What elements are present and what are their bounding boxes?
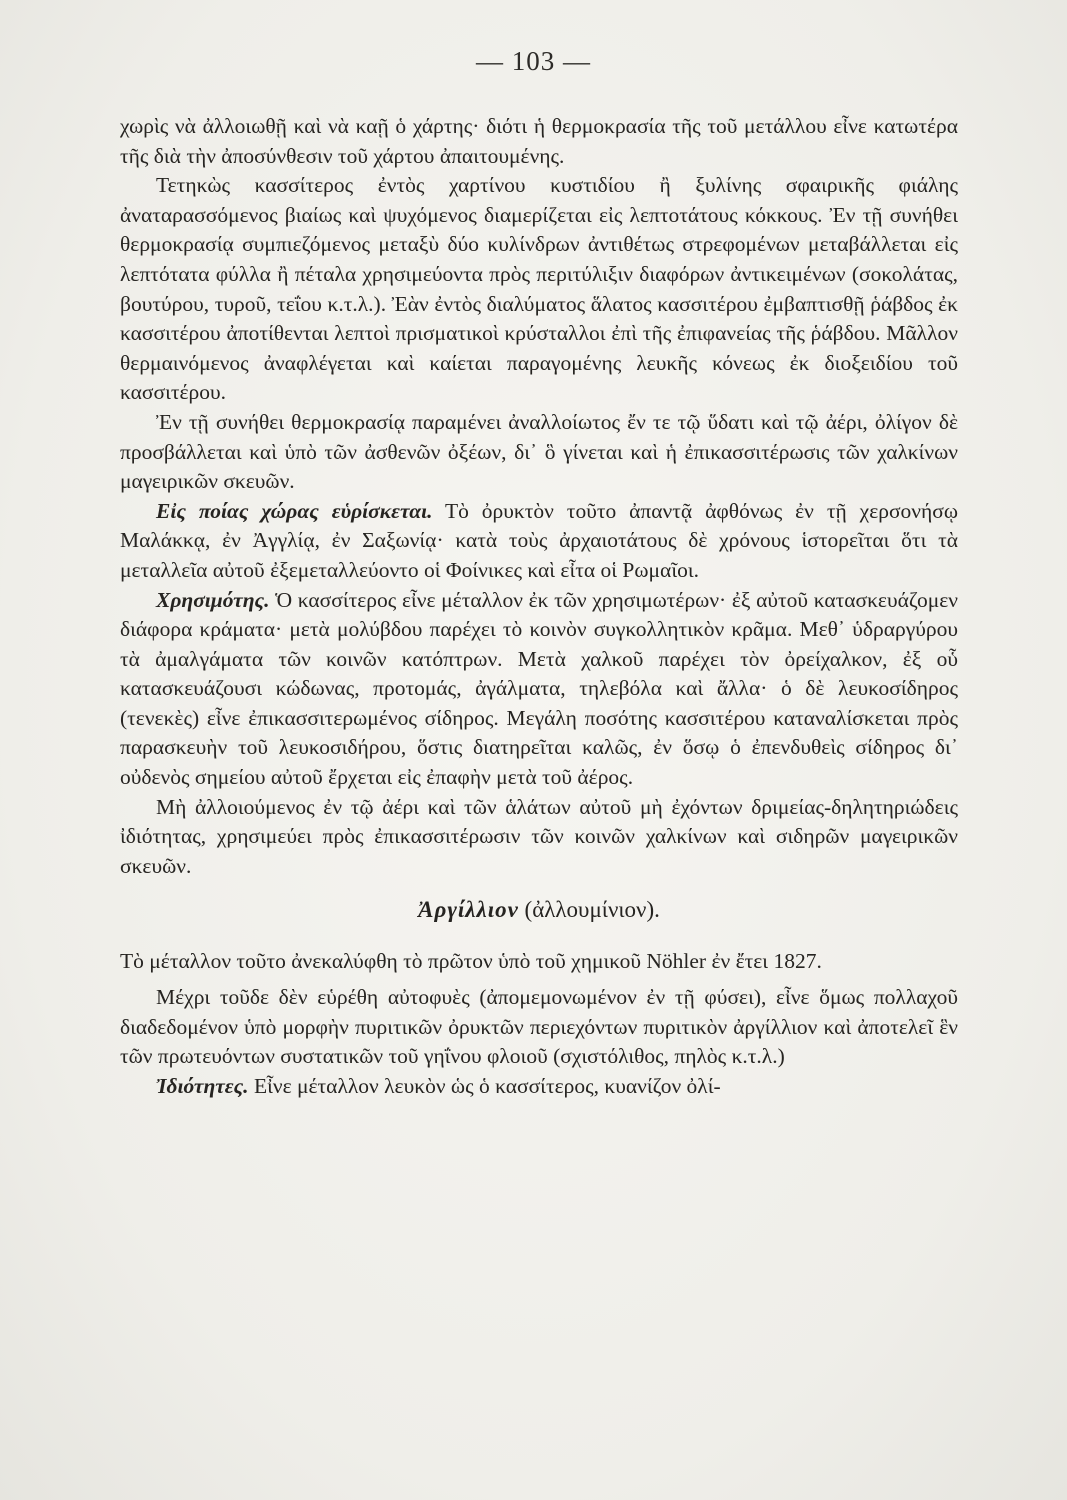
paragraph-discovery: Τὸ μέταλλον τοῦτο ἀνεκαλύφθη τὸ πρῶτον ὑπὸ τοῦ χημικοῦ Nöhler ἐν ἔτει 1827. (120, 949, 822, 974)
run-in-heading-occurrence: Εἰς ποίας χώρας εὑρίσκεται. (156, 498, 433, 523)
run-in-heading-properties: Ἰδιότητες. (156, 1073, 249, 1098)
paragraph-tin-stability: Ἐν τῇ συνήθει θερμοκρασίᾳ παραμένει ἀναλλοίωτος ἔν τε τῷ ὕδατι καὶ τῷ ἀέρι, ὀλίγον δὲ προσβάλλεται καὶ ὑπὸ τῶν ἀσθενῶν ὀξέων, δι᾽ ὃ γίνεται καὶ ἡ ἐπικασσιτέρωσις τῶν χαλκίνων μαγειρικῶν σκευῶν. (120, 409, 958, 494)
paragraph-occurrence (120, 497, 958, 586)
section-heading (120, 893, 958, 927)
paragraph-occurrence-text: Τὸ ὀρυκτὸν τοῦτο ἀπαντᾷ ἀφθόνως ἐν τῇ χερσονήσῳ Μαλάκκᾳ, ἐν Ἀγγλίᾳ, ἐν Σαξωνίᾳ· κατὰ τοὺς ἀρχαιοτάτους δὲ χρόνους ἱστορεῖται ὅτι τὰ μεταλλεῖα αὐτοῦ ἐξεμεταλλεύοντο οἱ Φοίνικες καὶ εἶτα οἱ Ρωμαῖοι. (120, 498, 958, 582)
paragraph-usefulness (120, 586, 958, 793)
body-text (120, 112, 958, 1101)
paragraph-tinning: Μὴ ἀλλοιούμενος ἐν τῷ ἀέρι καὶ τῶν ἁλάτων αὐτοῦ μὴ ἐχόντων δριμείας-δηλητηριώδεις ἰδιότητας, χρησιμεύει πρὸς ἐπικασσιτέρωσιν τῶν κοινῶν χαλκίνων καὶ σιδηρῶν μαγειρικῶν σκευῶν. (120, 794, 958, 878)
page-number: — 103 — (476, 46, 591, 76)
paragraph-tin-melting: Τετηκὼς κασσίτερος ἐντὸς χαρτίνου κυστιδίου ἢ ξυλίνης σφαιρικῆς φιάλης ἀναταρασσόμενος βιαίως καὶ ψυχόμενος διαμερίζεται εἰς λεπτοτάτους κόκκους. Ἐν τῇ συνήθει θερμοκρασίᾳ συμπιεζόμενος μεταξὺ δύο κυλίνδρων ἀντιθέτως στρεφομένων μεταβάλλεται εἰς λεπτότατα φύλλα ἢ πέταλα χρησιμεύοντα πρὸς περιτύλιξιν διαφόρων ἀντικειμένων (σοκολάτας, βουτύρου, τυροῦ, τεΐου κ.τ.λ.). Ἐὰν ἐντὸς διαλύματος ἅλατος κασσιτέρου ἐμβαπτισθῇ ῥάβδος ἐκ κασσιτέρου ἀποτίθενται λεπτοὶ πρισματικοὶ κρύσταλλοι ἐπὶ τῆς ἐπιφανείας τῆς ῥάβδου. Μᾶλλον θερμαινόμενος ἀναφλέγεται καὶ καίεται παραγομένης λευκῆς κόνεως ἐκ διοξειδίου τοῦ κασσιτέρου. (120, 173, 958, 405)
paragraph-properties (120, 1072, 958, 1102)
paragraph-continuation: χωρὶς νὰ ἀλλοιωθῇ καὶ νὰ καῇ ὁ χάρτης· διότι ἡ θερμοκρασία τῆς τοῦ μετάλλου εἶνε κατωτέρα τῆς διὰ τὴν ἀποσύνθεσιν τοῦ χάρτου ἀπαιτουμένης. (120, 114, 958, 168)
paragraph-aluminium-occurrence: Μέχρι τοῦδε δὲν εὑρέθη αὐτοφυὲς (ἀπομεμονωμένον ἐν τῇ φύσει), εἶνε ὅμως πολλαχοῦ διαδεδομένον ὑπὸ μορφὴν πυριτικῶν ὀρυκτῶν περιεχόντων πυριτικὸν ἀργίλλιον καὶ ἀποτελεῖ ἓν τῶν πρωτευόντων συστατικῶν τοῦ γηΐνου φλοιοῦ (σχιστόλιθος, πηλὸς κ.τ.λ.) (120, 985, 958, 1069)
section-heading-title: Ἀργίλλιον (418, 897, 519, 923)
run-in-heading-usefulness: Χρησιμότης. (156, 587, 270, 612)
paragraph-properties-text: Εἶνε μέταλλον λευκὸν ὡς ὁ κασσίτερος, κυανίζον ὀλί- (248, 1073, 721, 1098)
section-heading-subtitle: (ἀλλουμίνιον). (524, 897, 660, 923)
paragraph-usefulness-text: Ὁ κασσίτερος εἶνε μέταλλον ἐκ τῶν χρησιμωτέρων· ἐξ αὐτοῦ κατασκευάζομεν διάφορα κράματα· μετὰ μολύβδου παρέχει τὸ κοινὸν συγκολλητικὸν κρᾶμα. Μεθ᾽ ὑδραργύρου τὰ ἀμαλγάματα τῶν κοινῶν κατόπτρων. Μετὰ χαλκοῦ παρέχει τὸν ὀρείχαλκον, ἐξ οὗ κατασκευάζουσι κώδωνας, προτομάς, ἀγάλματα, τηλεβόλα καὶ ἄλλα· ὁ δὲ λευκοσίδηρος (τενεκὲς) εἶνε ἐπικασσιτερωμένος σίδηρος. Μεγάλη ποσότης κασσιτέρου καταναλίσκεται πρὸς παρασκευὴν τοῦ λευκοσιδήρου, ὅστις διατηρεῖται καλῶς, ἐν ὅσῳ ὁ ἐπενδυθεὶς σίδηρος δι᾽ οὐδενὸς σημείου αὐτοῦ ἔρχεται εἰς ἐπαφὴν μετὰ τοῦ ἀέρος. (120, 587, 958, 790)
